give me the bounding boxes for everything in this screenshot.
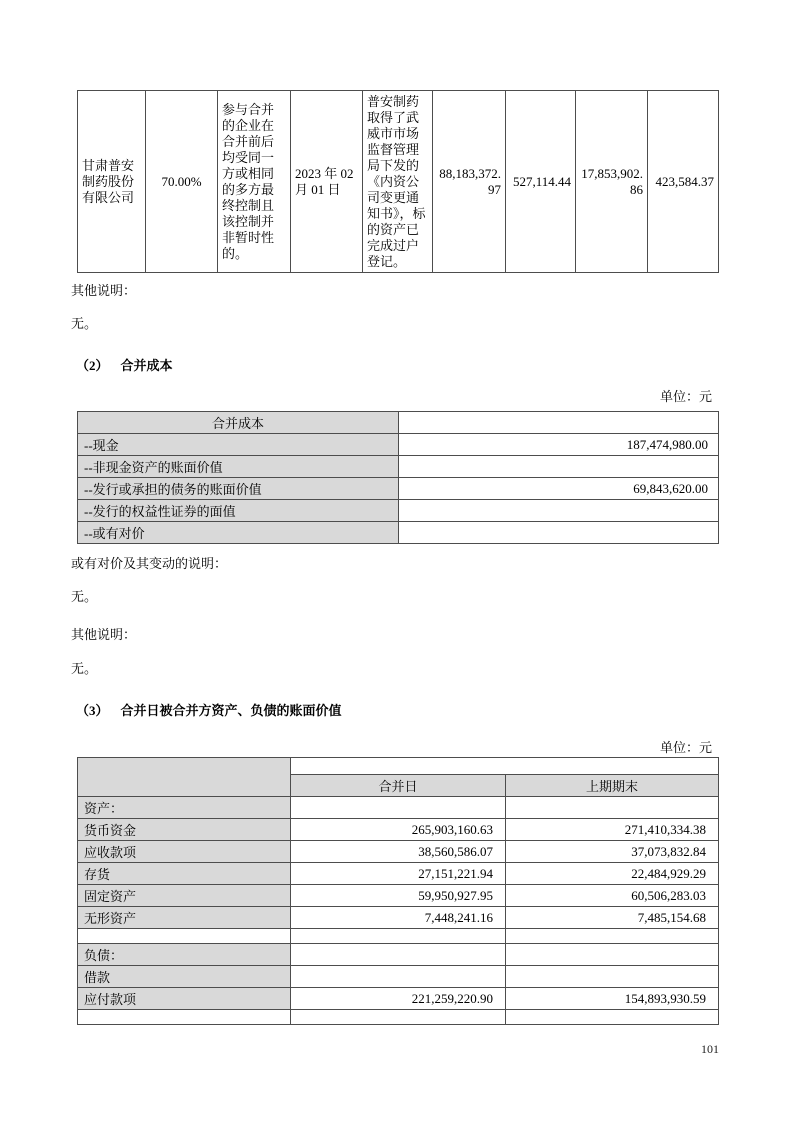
merger-day-value-cell: 38,560,586.07 bbox=[291, 841, 506, 863]
merger-day-value-cell: 265,903,160.63 bbox=[291, 819, 506, 841]
row-label-cell: 应付款项 bbox=[78, 988, 291, 1010]
merger-day-value-cell bbox=[291, 966, 506, 988]
unit-label-2: 单位：元 bbox=[659, 740, 712, 755]
cost-header-value-cell bbox=[399, 412, 719, 434]
other-notes-value-2: 无。 bbox=[71, 661, 98, 676]
table-row bbox=[78, 885, 719, 907]
prior-period-value-cell: 7,485,154.68 bbox=[506, 907, 719, 929]
merger-day-value-cell bbox=[291, 944, 506, 966]
cost-header-cell: 合并成本 bbox=[78, 412, 399, 434]
other-notes-label-2: 其他说明： bbox=[71, 627, 137, 642]
cost-label-cell: --或有对价 bbox=[78, 522, 399, 544]
spacer-cell bbox=[78, 929, 291, 944]
row-label-cell: 固定资产 bbox=[78, 885, 291, 907]
spacer-cell bbox=[506, 929, 719, 944]
row-label-cell: 负债： bbox=[78, 944, 291, 966]
table-row bbox=[78, 988, 719, 1010]
merger-day-value-cell: 7,448,241.16 bbox=[291, 907, 506, 929]
cost-value-cell bbox=[399, 456, 719, 478]
spacer-row bbox=[78, 929, 719, 944]
table-row bbox=[78, 966, 719, 988]
other-notes-label: 其他说明： bbox=[71, 283, 137, 298]
unit-label-1: 单位：元 bbox=[659, 389, 712, 404]
prior-period-value-cell: 271,410,334.38 bbox=[506, 819, 719, 841]
ownership-ratio-cell: 70.00% bbox=[146, 91, 218, 273]
table-row bbox=[78, 478, 719, 500]
row-label-cell: 应收款项 bbox=[78, 841, 291, 863]
book-value-table bbox=[77, 757, 719, 1025]
merger-date-cell: 2023 年 02 月 01 日 bbox=[291, 91, 363, 273]
table-row bbox=[78, 841, 719, 863]
section3-number: （3） bbox=[76, 703, 109, 718]
section3-title: 合并日被合并方资产、负债的账面价值 bbox=[120, 703, 342, 718]
table-header-row bbox=[78, 412, 719, 434]
section2-heading bbox=[76, 355, 173, 374]
corner-cell bbox=[78, 758, 291, 797]
prior-period-value-cell: 22,484,929.29 bbox=[506, 863, 719, 885]
contingent-notes-label: 或有对价及其变动的说明： bbox=[71, 556, 228, 571]
col-header-prior-period: 上期期末 bbox=[506, 775, 719, 797]
table-row-assets-header bbox=[78, 797, 719, 819]
spacer-row bbox=[78, 1010, 719, 1025]
header-span-cell bbox=[291, 758, 719, 775]
table-row bbox=[78, 456, 719, 478]
table-row bbox=[78, 500, 719, 522]
merger-day-value-cell: 221,259,220.90 bbox=[291, 988, 506, 1010]
cost-label-cell: --发行或承担的债务的账面价值 bbox=[78, 478, 399, 500]
row-label-cell: 存货 bbox=[78, 863, 291, 885]
prior-period-value-cell bbox=[506, 944, 719, 966]
prior-period-value-cell bbox=[506, 797, 719, 819]
other-notes-value: 无。 bbox=[71, 316, 98, 331]
section2-number: （2） bbox=[76, 358, 109, 373]
spacer-cell bbox=[291, 929, 506, 944]
cost-label-cell: --现金 bbox=[78, 434, 399, 456]
amount-cell-4: 423,584.37 bbox=[648, 91, 719, 273]
table-row bbox=[78, 434, 719, 456]
cost-label-cell: --发行的权益性证券的面值 bbox=[78, 500, 399, 522]
amount-cell-1: 88,183,372.97 bbox=[433, 91, 506, 273]
page-number: 101 bbox=[701, 1042, 719, 1056]
spacer-cell bbox=[78, 1010, 291, 1025]
spacer-cell bbox=[506, 1010, 719, 1025]
table-header-row-1 bbox=[78, 758, 719, 775]
table-row bbox=[78, 863, 719, 885]
contingent-notes-value: 无。 bbox=[71, 589, 98, 604]
cost-label-cell: --非现金资产的账面价值 bbox=[78, 456, 399, 478]
section3-heading bbox=[76, 700, 342, 719]
table-row bbox=[78, 907, 719, 929]
row-label-cell: 货币资金 bbox=[78, 819, 291, 841]
prior-period-value-cell: 154,893,930.59 bbox=[506, 988, 719, 1010]
merger-day-value-cell: 27,151,221.94 bbox=[291, 863, 506, 885]
company-name-cell: 甘肃普安制药股份有限公司 bbox=[78, 91, 146, 273]
prior-period-value-cell: 60,506,283.03 bbox=[506, 885, 719, 907]
row-label-cell: 资产： bbox=[78, 797, 291, 819]
amount-cell-3: 17,853,902.86 bbox=[576, 91, 648, 273]
table-row bbox=[78, 91, 719, 273]
merger-day-value-cell bbox=[291, 797, 506, 819]
merger-basis-cell: 参与合并的企业在合并前后均受同一方或相同的多方最终控制且该控制并非暂时性的。 bbox=[218, 91, 291, 273]
table-row bbox=[78, 522, 719, 544]
table-row-liabilities-header bbox=[78, 944, 719, 966]
spacer-cell bbox=[291, 1010, 506, 1025]
cost-value-cell bbox=[399, 500, 719, 522]
cost-value-cell bbox=[399, 522, 719, 544]
merger-continuation-table bbox=[77, 90, 719, 273]
cost-value-cell: 187,474,980.00 bbox=[399, 434, 719, 456]
merger-date-basis-cell: 普安制药取得了武威市市场监督管理局下发的《内资公司变更通知书》，标的资产已完成过户登记。 bbox=[363, 91, 433, 273]
row-label-cell: 无形资产 bbox=[78, 907, 291, 929]
table-row bbox=[78, 819, 719, 841]
prior-period-value-cell: 37,073,832.84 bbox=[506, 841, 719, 863]
section2-title: 合并成本 bbox=[120, 358, 173, 373]
merger-day-value-cell: 59,950,927.95 bbox=[291, 885, 506, 907]
merger-cost-table bbox=[77, 411, 719, 544]
amount-cell-2: 527,114.44 bbox=[506, 91, 576, 273]
cost-value-cell: 69,843,620.00 bbox=[399, 478, 719, 500]
prior-period-value-cell bbox=[506, 966, 719, 988]
row-label-cell: 借款 bbox=[78, 966, 291, 988]
col-header-merger-day: 合并日 bbox=[291, 775, 506, 797]
